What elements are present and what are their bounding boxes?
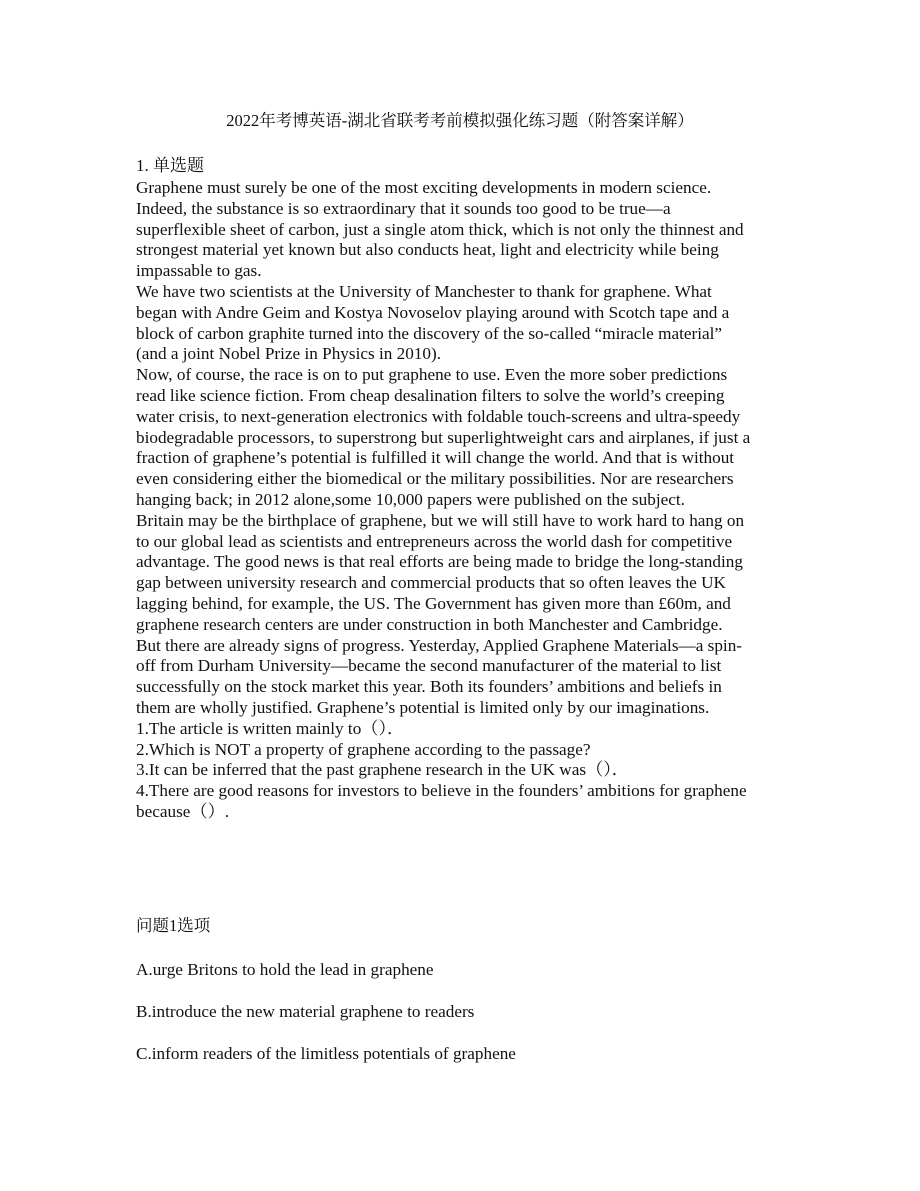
option-b[interactable]: B.introduce the new material graphene to readers: [136, 1002, 475, 1021]
question-text: 1.The article is written mainly to（）．: [136, 718, 405, 738]
passage-line: even considering either the biomedical or the military possibilities. Nor are researchers: [136, 469, 734, 489]
passage-line: them are wholly justified. Graphene’s potential is limited only by our imaginations.: [136, 697, 710, 717]
question-3: [136, 760, 796, 781]
passage-paragraph-3: [136, 365, 796, 511]
passage-line: to our global lead as scientists and entrepreneurs across the world dash for competitive: [136, 531, 733, 551]
reading-passage: [136, 178, 796, 823]
question-text: 3.It can be inferred that the past graphene research in the UK was（）．: [136, 760, 629, 780]
passage-line: water crisis, to next-generation electronics with foldable touch-screens and ultra-speedy: [136, 406, 741, 426]
passage-line: off from Durham University—became the second manufacturer of the material to list: [136, 656, 722, 676]
document-title: 2022年考博英语-湖北省联考考前模拟强化练习题（附答案详解）: [226, 111, 694, 130]
question-2: [136, 740, 796, 761]
options-heading: 问题1选项: [136, 916, 211, 935]
passage-line: lagging behind, for example, the US. The Government has given more than £60m, and: [136, 593, 731, 613]
passage-line: impassable to gas.: [136, 261, 262, 281]
question-4: [136, 781, 796, 823]
passage-line: advantage. The good news is that real efforts are being made to bridge the long-standing: [136, 552, 743, 572]
passage-line: began with Andre Geim and Kostya Novoselov playing around with Scotch tape and a: [136, 302, 730, 322]
passage-paragraph-5: [136, 636, 796, 719]
question-text: 2.Which is NOT a property of graphene according to the passage?: [136, 739, 591, 759]
passage-line: We have two scientists at the University of Manchester to thank for graphene. What: [136, 281, 712, 301]
passage-paragraph-2: [136, 282, 796, 365]
question-1: [136, 719, 796, 740]
section-heading: 1. 单选题: [136, 156, 204, 175]
passage-line: superflexible sheet of carbon, just a single atom thick, which is not only the thinnest and: [136, 219, 744, 239]
passage-line: graphene research centers are under construction in both Manchester and Cambridge.: [136, 614, 723, 634]
question-list: [136, 719, 796, 823]
passage-line: successfully on the stock market this year. Both its founders’ ambitions and beliefs in: [136, 677, 722, 697]
passage-line: Indeed, the substance is so extraordinary that it sounds too good to be true—a: [136, 198, 671, 218]
option-a[interactable]: A.urge Britons to hold the lead in graphene: [136, 960, 434, 979]
passage-line: strongest material yet known but also conducts heat, light and electricity while being: [136, 240, 719, 260]
passage-paragraph-4: [136, 511, 796, 636]
passage-line: read like science fiction. From cheap desalination filters to solve the world’s creeping: [136, 385, 725, 405]
question-text: 4.There are good reasons for investors to believe in the founders’ ambitions for graphene: [136, 781, 747, 801]
passage-line: gap between university research and commercial products that so often leaves the UK: [136, 573, 726, 593]
passage-line: biodegradable processors, to superstrong but superlightweight cars and airplanes, if just a: [136, 427, 751, 447]
passage-line: hanging back; in 2012 alone,some 10,000 papers were published on the subject.: [136, 489, 685, 509]
passage-line: Now, of course, the race is on to put graphene to use. Even the more sober predictions: [136, 365, 728, 385]
passage-line: Graphene must surely be one of the most exciting developments in modern science.: [136, 178, 712, 197]
passage-line: block of carbon graphite turned into the discovery of the so-called “miracle material”: [136, 323, 723, 343]
passage-line: fraction of graphene’s potential is fulfilled it will change the world. And that is without: [136, 448, 735, 468]
question-text: because（）.: [136, 801, 230, 821]
passage-line: (and a joint Nobel Prize in Physics in 2010).: [136, 344, 442, 364]
passage-paragraph-1: [136, 178, 796, 282]
option-c[interactable]: C.inform readers of the limitless potentials of graphene: [136, 1044, 516, 1063]
passage-line: But there are already signs of progress. Yesterday, Applied Graphene Materials—a spin-: [136, 635, 743, 655]
passage-line: Britain may be the birthplace of graphene, but we will still have to work hard to hang on: [136, 510, 745, 530]
